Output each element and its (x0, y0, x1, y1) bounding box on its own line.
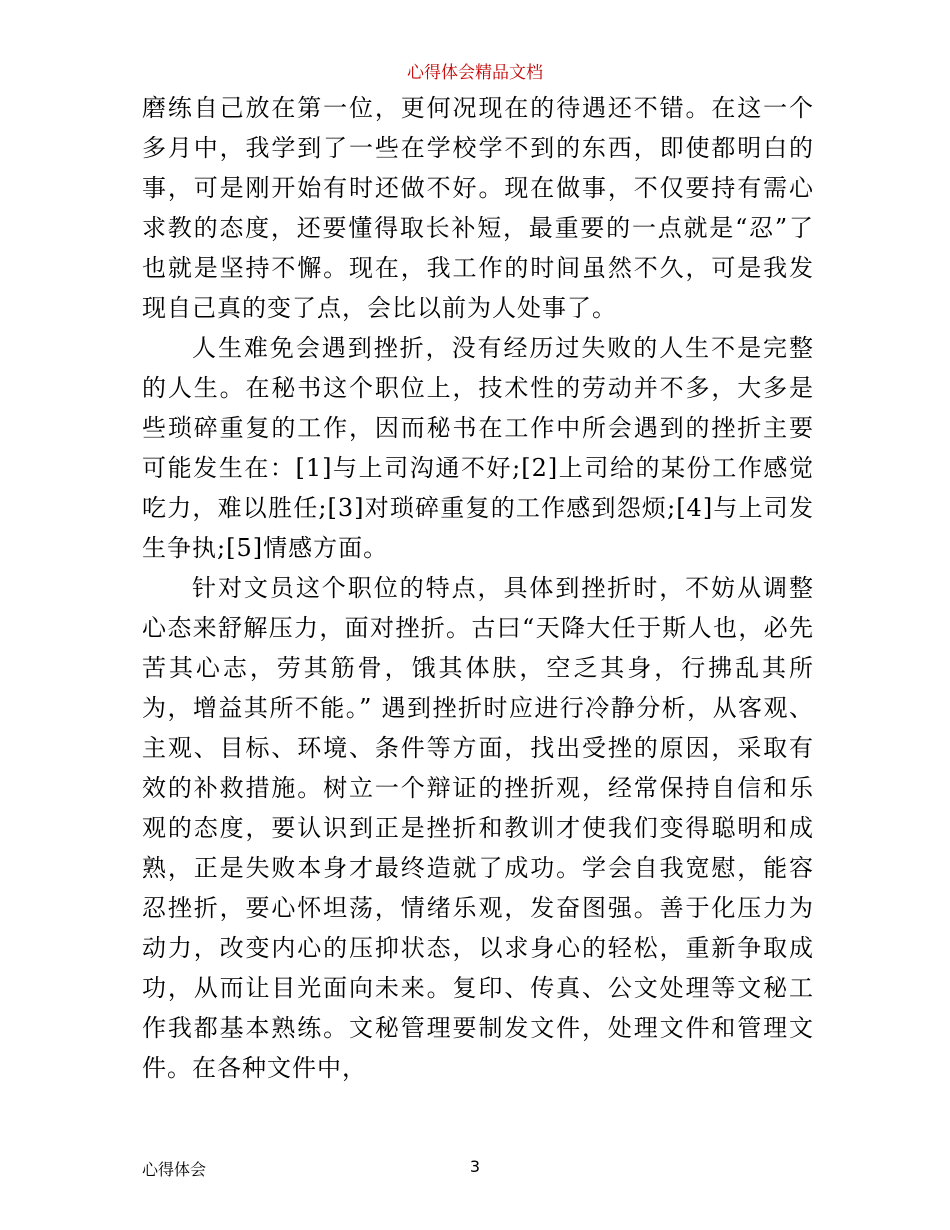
paragraph-3: 针对文员这个职位的特点，具体到挫折时，不妨从调整心态来舒解压力，面对挫折。古曰“天降大任于斯人也，必先苦其心志，劳其筋骨，饿其体肤，空乏其身，行拂乱其所为，增益其所不能。” 遇到挫折时应进行冷静分析，从客观、主观、目标、环境、条件等方面，找出受挫的原因，采取有效的补救措施。树立一个辩证的挫折观，经常保持自信和乐观的态度，要认识到正是挫折和教训才使我们变得聪明和成熟，正是失败本身才最终造就了成功。学会自我宽慰，能容忍挫折，要心怀坦荡，情绪乐观，发奋图强。善于化压力为动力，改变内心的压抑状态，以求身心的轻松，重新争取成功，从而让目光面向未来。复印、传真、公文处理等文秘工作我都基本熟练。文秘管理要制发文件，处理文件和管理文件。在各种文件中， (142, 574, 814, 1082)
document-body (142, 88, 814, 1088)
footer-label: 心得体会 (142, 1160, 207, 1179)
paragraph-2: 人生难免会遇到挫折，没有经历过失败的人生不是完整的人生。在秘书这个职位上，技术性的劳动并不多，大多是些琐碎重复的工作，因而秘书在工作中所会遇到的挫折主要可能发生在：[1]与上司沟通不好;[2]上司给的某份工作感觉吃力，难以胜任;[3]对琐碎重复的工作感到怨烦;[4]与上司发生争执;[5]情感方面。 (142, 334, 814, 562)
page-number: 3 (469, 1157, 481, 1176)
page-header-title: 心得体会精品文档 (407, 63, 543, 83)
paragraph-1: 磨练自己放在第一位，更何况现在的待遇还不错。在这一个多月中，我学到了一些在学校学不到的东西，即使都明白的事，可是刚开始有时还做不好。现在做事，不仅要持有需心求教的态度，还要懂得取长补短，最重要的一点就是“忍”了也就是坚持不懈。现在，我工作的时间虽然不久，可是我发现自己真的变了点，会比以前为人处事了。 (142, 94, 814, 322)
